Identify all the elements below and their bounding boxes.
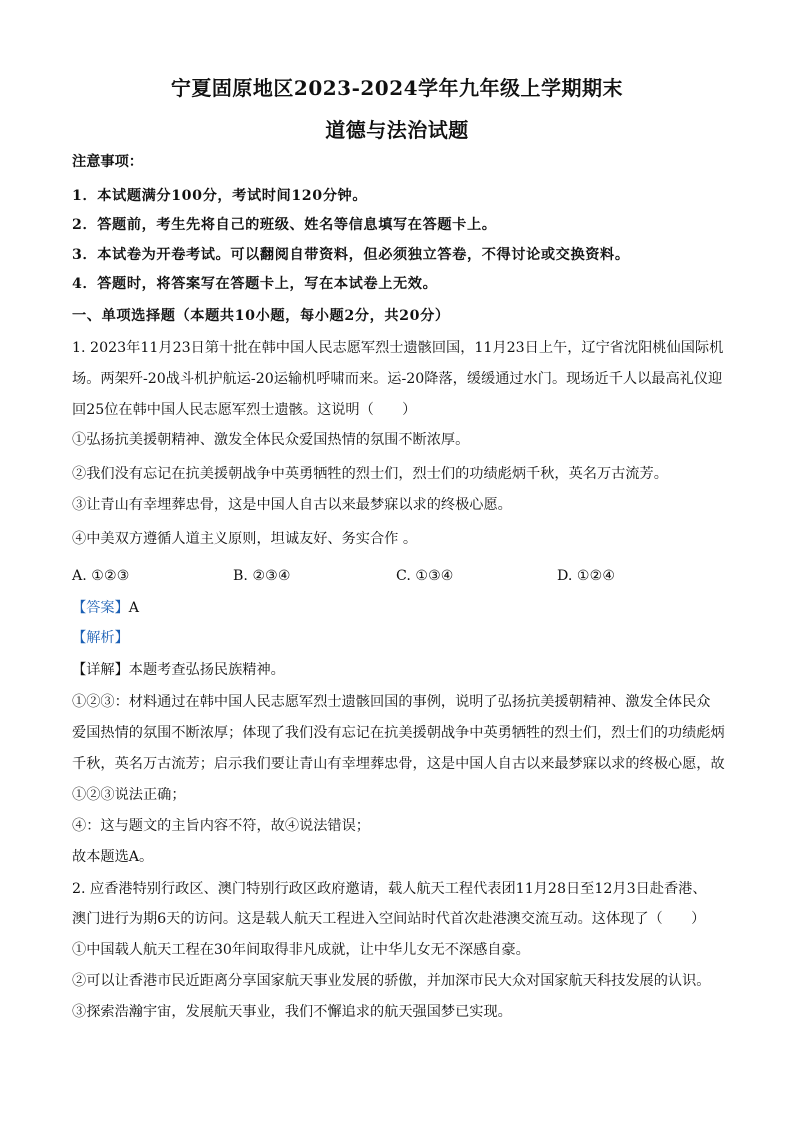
question-stem: 场。两架歼-20战斗机护航运-20运输机呼啸而来。运-20降落，缓缓通过水门。现场近千人以最高礼仪迎 — [72, 371, 723, 387]
analysis-tag: 【解析】 — [72, 630, 129, 646]
exam-title: 宁夏固原地区2023-2024学年九年级上学期期末 — [170, 76, 624, 100]
note-item: 4．答题时，将答案写在答题卡上，写在本试卷上无效。 — [72, 276, 438, 292]
answer-value: A — [128, 600, 140, 616]
explanation-line: ①②③说法正确； — [72, 787, 186, 803]
question-stem: 1. 2023年11月23日第十批在韩中国人民志愿军烈士遗骸回国，11月23日上午，辽宁省沈阳桃仙国际机 — [72, 340, 724, 356]
option-c: C. ①③④ — [396, 568, 454, 584]
explanation-line: 千秋，英名万古流芳；启示我们要让青山有幸埋葬忠骨，这是中国人自古以来最梦寐以求的终极心愿，故 — [72, 756, 725, 772]
question-stem: 澳门进行为期6天的访问。这是载人航天工程进入空间站时代首次赴港澳交流互动。这体现了（ ） — [72, 911, 706, 927]
option-b: B. ②③④ — [233, 568, 291, 584]
statement: ③让青山有幸埋葬忠骨，这是中国人自古以来最梦寐以求的终极心愿。 — [72, 497, 512, 513]
detail-text: 本题考查弘扬民族精神。 — [128, 662, 285, 678]
statement: ②可以让香港市民近距离分享国家航天事业发展的骄傲，并加深市民大众对国家航天科技发展的认识。 — [72, 973, 711, 989]
question-stem: 回25位在韩中国人民志愿军烈士遗骸。这说明（ ） — [72, 402, 417, 418]
analysis-line — [72, 628, 732, 648]
answer-line — [72, 598, 732, 618]
option-d: D. ①②④ — [557, 568, 616, 584]
answer-tag: 【答案】 — [72, 600, 129, 616]
option-a: A. ①②③ — [72, 568, 130, 584]
explanation-line: ①②③：材料通过在韩中国人民志愿军烈士遗骸回国的事例，说明了弘扬抗美援朝精神、激发全体民众 — [72, 694, 711, 710]
statement: ①中国载人航天工程在30年间取得非凡成就，让中华儿女无不深感自豪。 — [72, 942, 530, 958]
statement: ②我们没有忘记在抗美援朝战争中英勇牺牲的烈士们，烈士们的功绩彪炳千秋，英名万古流芳。 — [72, 466, 668, 482]
explanation-line: 爱国热情的氛围不断浓厚；体现了我们没有忘记在抗美援朝战争中英勇牺牲的烈士们，烈士们的功绩彪炳 — [72, 725, 725, 741]
notes-heading: 注意事项： — [72, 154, 143, 170]
explanation-line: 故本题选A。 — [72, 849, 154, 865]
question-stem: 2. 应香港特别行政区、澳门特别行政区政府邀请，载人航天工程代表团11月28日至12月3日赴香港、 — [72, 881, 707, 897]
note-item: 2．答题前，考生先将自己的班级、姓名等信息填写在答题卡上。 — [72, 217, 497, 233]
explanation-line: ④：这与题文的主旨内容不符，故④说法错误； — [72, 818, 370, 834]
section-heading: 一、单项选择题（本题共10小题，每小题2分，共20分） — [72, 308, 450, 324]
note-item: 3．本试卷为开卷考试。可以翻阅自带资料，但必须独立答卷，不得讨论或交换资料。 — [72, 247, 630, 263]
statement: ③探索浩瀚宇宙，发展航天事业，我们不懈追求的航天强国梦已实现。 — [72, 1004, 512, 1020]
exam-subtitle: 道德与法治试题 — [325, 118, 469, 142]
note-item: 1．本试题满分100分，考试时间120分钟。 — [72, 188, 368, 204]
statement: ①弘扬抗美援朝精神、激发全体民众爱国热情的氛围不断浓厚。 — [72, 432, 470, 448]
statement: ④中美双方遵循人道主义原则，坦诚友好、务实合作 。 — [72, 531, 418, 547]
detail-line — [72, 660, 732, 680]
detail-tag: 【详解】 — [72, 662, 129, 678]
